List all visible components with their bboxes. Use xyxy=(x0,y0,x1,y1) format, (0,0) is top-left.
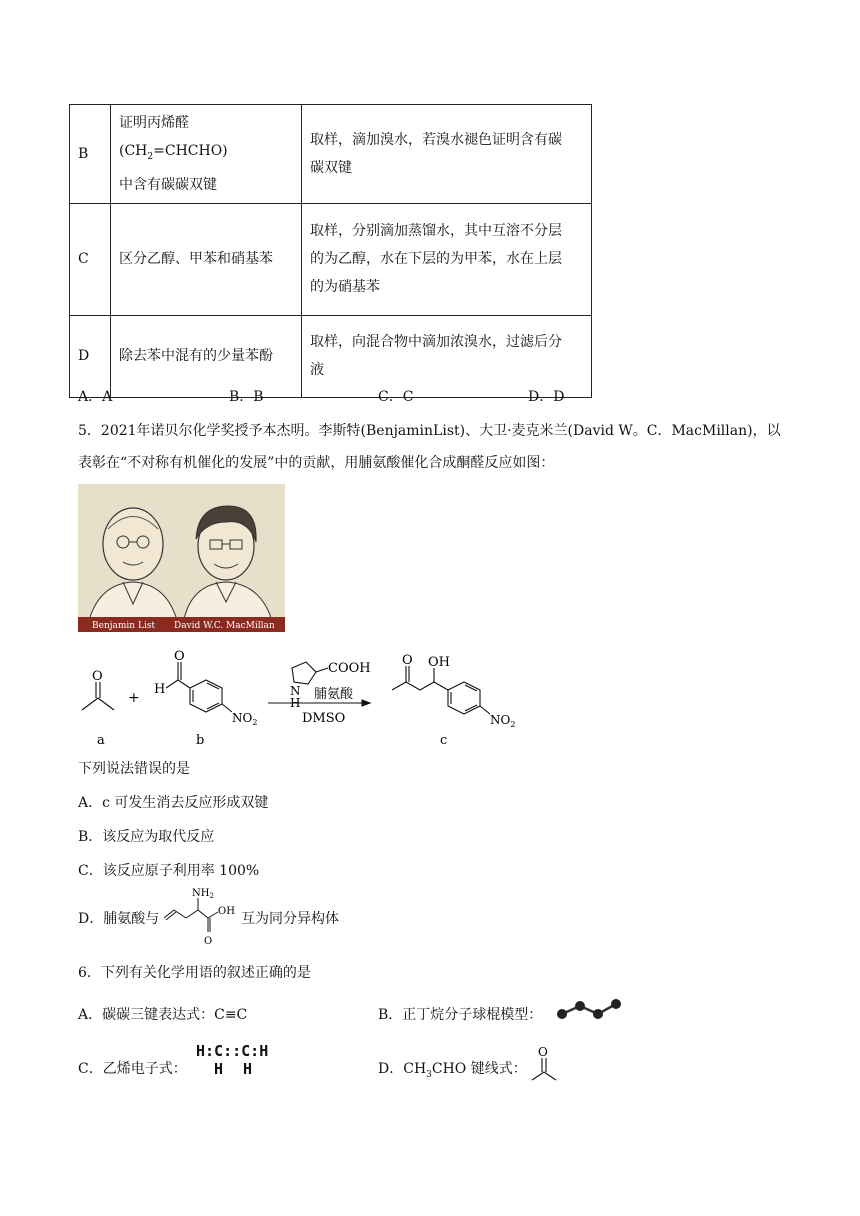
amino-acid-structure xyxy=(162,884,242,950)
q4-choice-a[interactable]: A．A xyxy=(78,389,113,405)
purpose-sub: 2 xyxy=(147,151,154,162)
q5-option-a[interactable]: A．c 可发生消去反应形成双键 xyxy=(78,795,269,811)
q4-choice-d[interactable]: D．D xyxy=(528,389,565,405)
row-letter: C xyxy=(70,203,111,315)
proline-h: H xyxy=(290,696,301,710)
q5-option-d[interactable]: D．脯氨酸与 xyxy=(78,911,160,927)
row-purpose: 除去苯中混有的少量苯酚 xyxy=(111,315,302,397)
compound-c xyxy=(392,666,490,714)
compound-b xyxy=(166,662,232,712)
method-line2: 液 xyxy=(310,362,324,379)
q5-option-b[interactable]: B．该反应为取代反应 xyxy=(78,829,215,845)
label-c: c xyxy=(440,733,448,748)
atom-o: O xyxy=(174,649,185,664)
q4-choice-b[interactable]: B．B xyxy=(229,389,264,405)
q6-option-d[interactable]: D．$CH_3CHO$ 键线式： xyxy=(378,1061,527,1080)
hydrogen-atom: H xyxy=(214,1060,224,1078)
row-letter: B xyxy=(70,105,111,204)
atom-o: O xyxy=(204,936,213,947)
hydrogen-atom: H xyxy=(243,1060,253,1078)
amino-group: $NH_2$ xyxy=(192,888,214,900)
catalyst-label: 脯氨酸 xyxy=(314,687,354,702)
row-purpose xyxy=(111,105,302,204)
label-b: b xyxy=(196,733,205,748)
purpose-text: 证明丙烯醛(CH xyxy=(119,115,189,159)
q5-stem-line2: 表彰在“不对称有机催化的发展”中的贡献，用脯氨酸催化合成酮醛反应如图： xyxy=(78,455,555,471)
q5-question: 下列说法错误的是 xyxy=(78,761,190,777)
q6-option-a[interactable]: A．碳碳三键表达式：C≡C xyxy=(78,1007,248,1023)
reaction-scheme xyxy=(70,640,550,750)
photo-caption-left: Benjamin List xyxy=(92,621,156,631)
purpose-text-2: =CHCHO) xyxy=(153,143,228,159)
carboxyl-group: COOH xyxy=(328,661,371,676)
row-method xyxy=(302,315,592,397)
method-line1: 取样，向混合物中滴加浓溴水，过滤后分 xyxy=(310,334,562,351)
q5-stem-line1: 5．2021年诺贝尔化学奖授予本杰明。李斯特(BenjaminList)、大卫·麦克米兰(David W。C．MacMillan)，以 xyxy=(78,423,781,439)
nitro-group: $NO_2$ xyxy=(490,713,516,729)
option-table xyxy=(69,104,592,398)
atom-h: H xyxy=(154,682,166,697)
row-purpose: 区分乙醇、甲苯和硝基苯 xyxy=(111,203,302,315)
q6-option-b[interactable]: B．正丁烷分子球棍模型： xyxy=(378,1007,543,1023)
label-a: a xyxy=(97,733,105,748)
method-line2: 的为乙醇，水在下层的为甲苯，水在上层 xyxy=(310,251,562,268)
method-line1: 取样，分别滴加蒸馏水，其中互溶不分层 xyxy=(310,223,562,240)
table-row xyxy=(70,203,592,315)
hydroxyl-group: OH xyxy=(218,906,235,917)
butane-ball-stick-icon xyxy=(552,994,632,1024)
ethylene-electron-formula xyxy=(196,1042,268,1078)
plus-sign: + xyxy=(128,690,140,706)
atom-o: O xyxy=(92,669,103,684)
table-row xyxy=(70,105,592,204)
q6-stem: 6．下列有关化学用语的叙述正确的是 xyxy=(78,965,311,981)
solvent-label: DMSO xyxy=(302,711,346,726)
compound-a xyxy=(82,682,114,710)
row-method xyxy=(302,105,592,204)
q5-option-d-tail: 互为同分异构体 xyxy=(241,911,339,927)
q6-option-c[interactable]: C．乙烯电子式： xyxy=(78,1061,187,1077)
photo-caption-right: David W.C. MacMillan xyxy=(174,621,275,631)
acetaldehyde-skeletal-icon xyxy=(528,1044,568,1084)
electron-formula-top: H:C::C:H xyxy=(196,1042,269,1060)
catalyst-structure xyxy=(292,662,328,684)
hydroxyl-group: OH xyxy=(428,655,450,670)
purpose-line2: 中含有碳碳双键 xyxy=(119,176,217,193)
q4-choice-c[interactable]: C．C xyxy=(378,389,414,405)
proline-n: N xyxy=(290,684,301,698)
row-method xyxy=(302,203,592,315)
atom-o: O xyxy=(402,653,413,668)
electron-formula-bottom xyxy=(196,1060,268,1078)
q5-option-c[interactable]: C．该反应原子利用率 100% xyxy=(78,863,260,879)
laureates-photo xyxy=(78,484,285,632)
method-line2: 碳双键 xyxy=(310,159,352,176)
method-line3: 的为硝基苯 xyxy=(310,279,380,296)
method-line1: 取样，滴加溴水，若溴水褪色证明含有碳 xyxy=(310,131,562,148)
nitro-group: $NO_2$ xyxy=(232,711,258,727)
row-letter: D xyxy=(70,315,111,397)
table-row xyxy=(70,315,592,397)
atom-o: O xyxy=(538,1045,548,1059)
